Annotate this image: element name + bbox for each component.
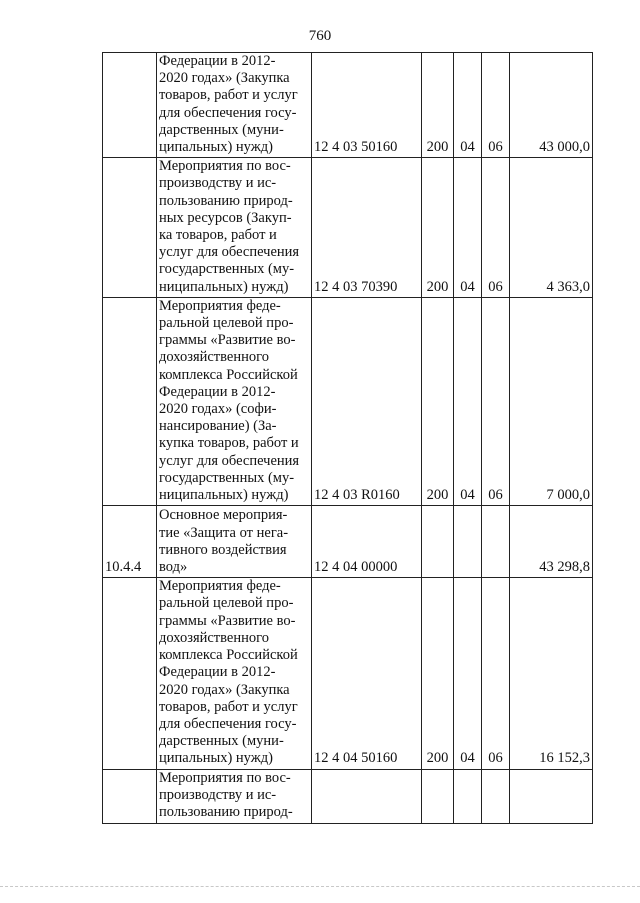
subsection-code: 06 <box>482 578 510 769</box>
amount: 16 152,3 <box>510 578 593 769</box>
expense-type-code <box>422 769 454 823</box>
subsection-code: 06 <box>482 158 510 298</box>
subsection-code: 06 <box>482 53 510 158</box>
amount: 7 000,0 <box>510 297 593 505</box>
subsection-code: 06 <box>482 297 510 505</box>
subsection-code <box>482 506 510 578</box>
section-code <box>454 769 482 823</box>
row-number: 10.4.4 <box>103 506 157 578</box>
target-article-code: 12 4 03 70390 <box>312 158 422 298</box>
target-article-code: 12 4 03 50160 <box>312 53 422 158</box>
amount: 4 363,0 <box>510 158 593 298</box>
table-row <box>103 53 593 158</box>
row-number <box>103 297 157 505</box>
amount: 43 298,8 <box>510 506 593 578</box>
expense-type-code <box>422 506 454 578</box>
item-name: Мероприятия феде- ральной целевой про- граммы «Развитие во- дохозяйственного комплекса Российской Федерации в 2012- 2020 годах» (Закупка товаров, работ и услуг для обеспечения госу- дарственных (муни- ципальных) нужд) <box>157 578 312 769</box>
expense-type-code: 200 <box>422 158 454 298</box>
item-name: Мероприятия по вос- производству и ис- пользованию природ- <box>157 769 312 823</box>
section-code: 04 <box>454 578 482 769</box>
row-number <box>103 578 157 769</box>
row-number <box>103 769 157 823</box>
item-name: Мероприятия по вос- производству и ис- пользованию природ- ных ресурсов (Закуп- ка товаров, работ и услуг для обеспечения государственных (му- ниципальных) нужд) <box>157 158 312 298</box>
page-number: 760 <box>308 28 332 44</box>
target-article-code: 12 4 04 50160 <box>312 578 422 769</box>
item-name: Основное мероприя- тие «Защита от нега- тивного воздействия вод» <box>157 506 312 578</box>
section-code <box>454 506 482 578</box>
expense-type-code: 200 <box>422 578 454 769</box>
table-row <box>103 158 593 298</box>
expense-type-code: 200 <box>422 53 454 158</box>
expense-type-code: 200 <box>422 297 454 505</box>
item-name: Федерации в 2012- 2020 годах» (Закупка товаров, работ и услуг для обеспечения госу- дарственных (муни- ципальных) нужд) <box>157 53 312 158</box>
target-article-code: 12 4 04 00000 <box>312 506 422 578</box>
section-code: 04 <box>454 53 482 158</box>
section-code: 04 <box>454 158 482 298</box>
amount <box>510 769 593 823</box>
section-code: 04 <box>454 297 482 505</box>
subsection-code <box>482 769 510 823</box>
table-row <box>103 769 593 823</box>
item-name: Мероприятия феде- ральной целевой про- граммы «Развитие во- дохозяйственного комплекса Российской Федерации в 2012- 2020 годах» (софи- нансирование) (За- купка товаров, работ и услуг для обеспечения государственных (му- ниципальных) нужд) <box>157 297 312 505</box>
row-number <box>103 158 157 298</box>
row-number <box>103 53 157 158</box>
budget-table <box>102 52 593 824</box>
table-row <box>103 578 593 769</box>
table-row <box>103 506 593 578</box>
scan-artifact-line <box>0 886 640 887</box>
target-article-code: 12 4 03 R0160 <box>312 297 422 505</box>
amount: 43 000,0 <box>510 53 593 158</box>
target-article-code <box>312 769 422 823</box>
table-row <box>103 297 593 505</box>
